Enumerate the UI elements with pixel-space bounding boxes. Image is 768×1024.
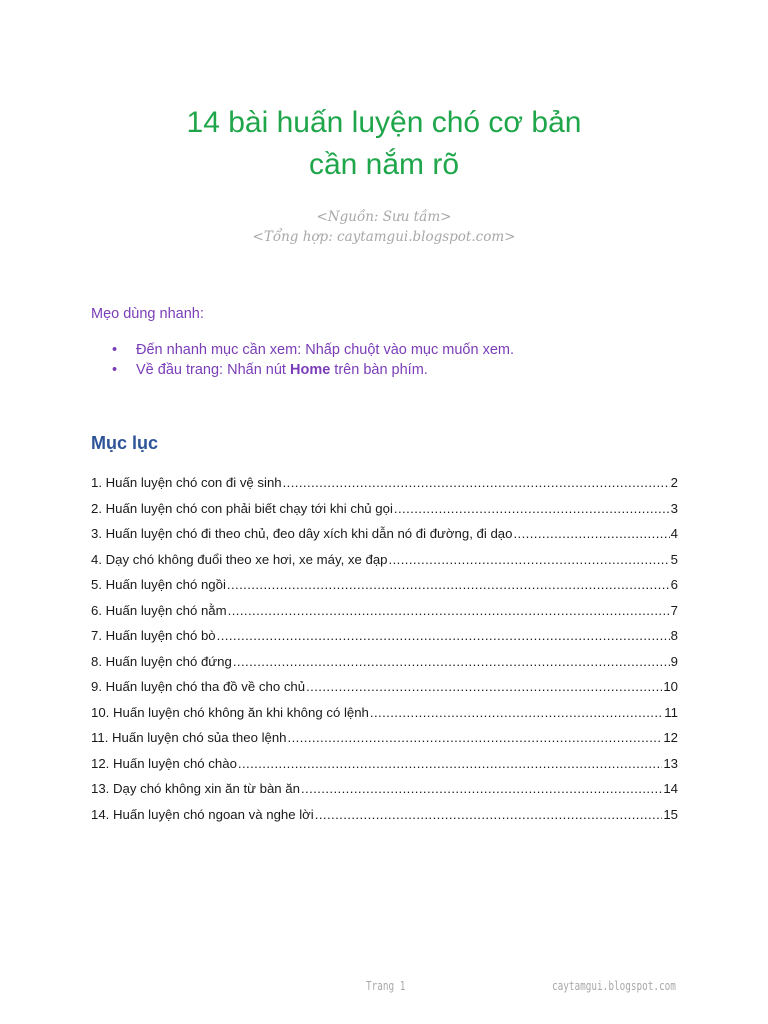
toc-dot-leader [394,498,670,520]
tips-list [112,340,514,380]
toc-dot-leader [238,753,662,775]
title-line-2: cần nắm rõ [308,148,460,181]
toc-dot-leader [233,651,670,673]
footer-page-number: Trang 1 [366,979,406,993]
tip-item [112,360,514,380]
toc-dot-leader [228,600,670,622]
toc-entry-title[interactable]: 10. Huấn luyện chó không ăn khi không có lệnh [91,704,369,720]
toc-heading: Mục lục [91,433,159,453]
toc-dot-leader [315,804,663,826]
document-title [0,102,768,186]
toc-entry-title[interactable]: 11. Huấn luyện chó sủa theo lệnh [91,730,287,745]
tip-item [112,340,514,360]
toc-entry-title[interactable]: 2. Huấn luyện chó con phải biết chạy tới khi chủ gọi [91,500,393,516]
toc-entry-page[interactable]: 11 [664,704,678,720]
toc-entry[interactable] [91,778,678,804]
toc-entry[interactable] [91,574,678,600]
toc-entry-page[interactable]: 12 [663,730,678,745]
toc-entry-page[interactable]: 14 [663,781,678,796]
toc-entry-title[interactable]: 6. Huấn luyện chó nằm [91,602,227,618]
toc-entry[interactable] [91,472,678,498]
toc-entry-title[interactable]: 5. Huấn luyện chó ngồi [91,577,226,592]
toc-entry-page[interactable]: 10 [663,679,678,694]
toc-dot-leader [288,727,663,749]
toc-entry[interactable] [91,600,678,626]
source-credits [0,207,768,247]
bullet-icon: • [112,362,118,378]
toc-dot-leader [301,778,662,800]
toc-dot-leader [513,523,669,545]
toc-entry-page[interactable]: 9 [670,653,678,669]
toc-entry-title[interactable]: 14. Huấn luyện chó ngoan và nghe lời [91,806,314,822]
toc-entry[interactable] [91,549,678,575]
toc-dot-leader [306,676,662,698]
tip-text-after: trên bàn phím. [330,362,428,378]
toc-entry-title[interactable]: 13. Dạy chó không xin ăn từ bàn ăn [91,781,300,796]
toc-entry[interactable] [91,523,678,549]
toc-entry-page[interactable]: 6 [670,577,678,592]
title-line-1: 14 bài huấn luyện chó cơ bản [186,106,582,139]
bullet-icon: • [112,342,118,358]
toc-entry-page[interactable]: 5 [670,551,678,567]
toc-entry[interactable] [91,804,678,830]
tips-heading: Mẹo dùng nhanh: [91,306,204,322]
toc-entry-page[interactable]: 3 [670,500,678,516]
footer-site: caytamgui.blogspot.com [552,979,676,993]
toc-entry-page[interactable]: 15 [663,806,678,822]
toc-entry[interactable] [91,753,678,779]
toc-entry-title[interactable]: 9. Huấn luyện chó tha đồ về cho chủ [91,679,306,694]
toc-entry-page[interactable]: 2 [670,475,678,490]
toc-entry-title[interactable]: 12. Huấn luyện chó chào [91,755,237,771]
toc-dot-leader [389,549,670,571]
home-key-label: Home [289,362,331,378]
toc-entry-page[interactable]: 4 [670,526,678,541]
compiled-by-line: <Tổng hợp: caytamgui.blogspot.com> [252,229,516,245]
toc-dot-leader [283,472,670,494]
toc-entry[interactable] [91,651,678,677]
toc-entry-page[interactable]: 13 [663,755,678,771]
toc-dot-leader [227,574,670,596]
toc-dot-leader [370,702,663,724]
source-line: <Nguồn: Sưu tầm> [316,209,452,225]
toc-entry[interactable] [91,702,678,728]
toc-entry[interactable] [91,498,678,524]
table-of-contents [91,472,678,829]
toc-entry-title[interactable]: 1. Huấn luyện chó con đi vệ sinh [91,475,282,490]
toc-entry[interactable] [91,625,678,651]
toc-entry-title[interactable]: 4. Dạy chó không đuổi theo xe hơi, xe máy, xe đạp [91,551,388,567]
tip-text: Đến nhanh mục cần xem: Nhấp chuột vào mục muốn xem. [136,342,514,358]
toc-entry-title[interactable]: 7. Huấn luyện chó bò [91,628,216,643]
toc-entry[interactable] [91,727,678,753]
tip-text-before: Về đầu trang: Nhấn nút [136,362,290,378]
toc-entry-title[interactable]: 3. Huấn luyện chó đi theo chủ, đeo dây xích khi dẫn nó đi đường, đi dạo [91,526,513,541]
toc-entry-title[interactable]: 8. Huấn luyện chó đứng [91,653,232,669]
toc-entry-page[interactable]: 8 [670,628,678,643]
toc-entry-page[interactable]: 7 [670,602,678,618]
toc-dot-leader [217,625,670,647]
toc-entry[interactable] [91,676,678,702]
